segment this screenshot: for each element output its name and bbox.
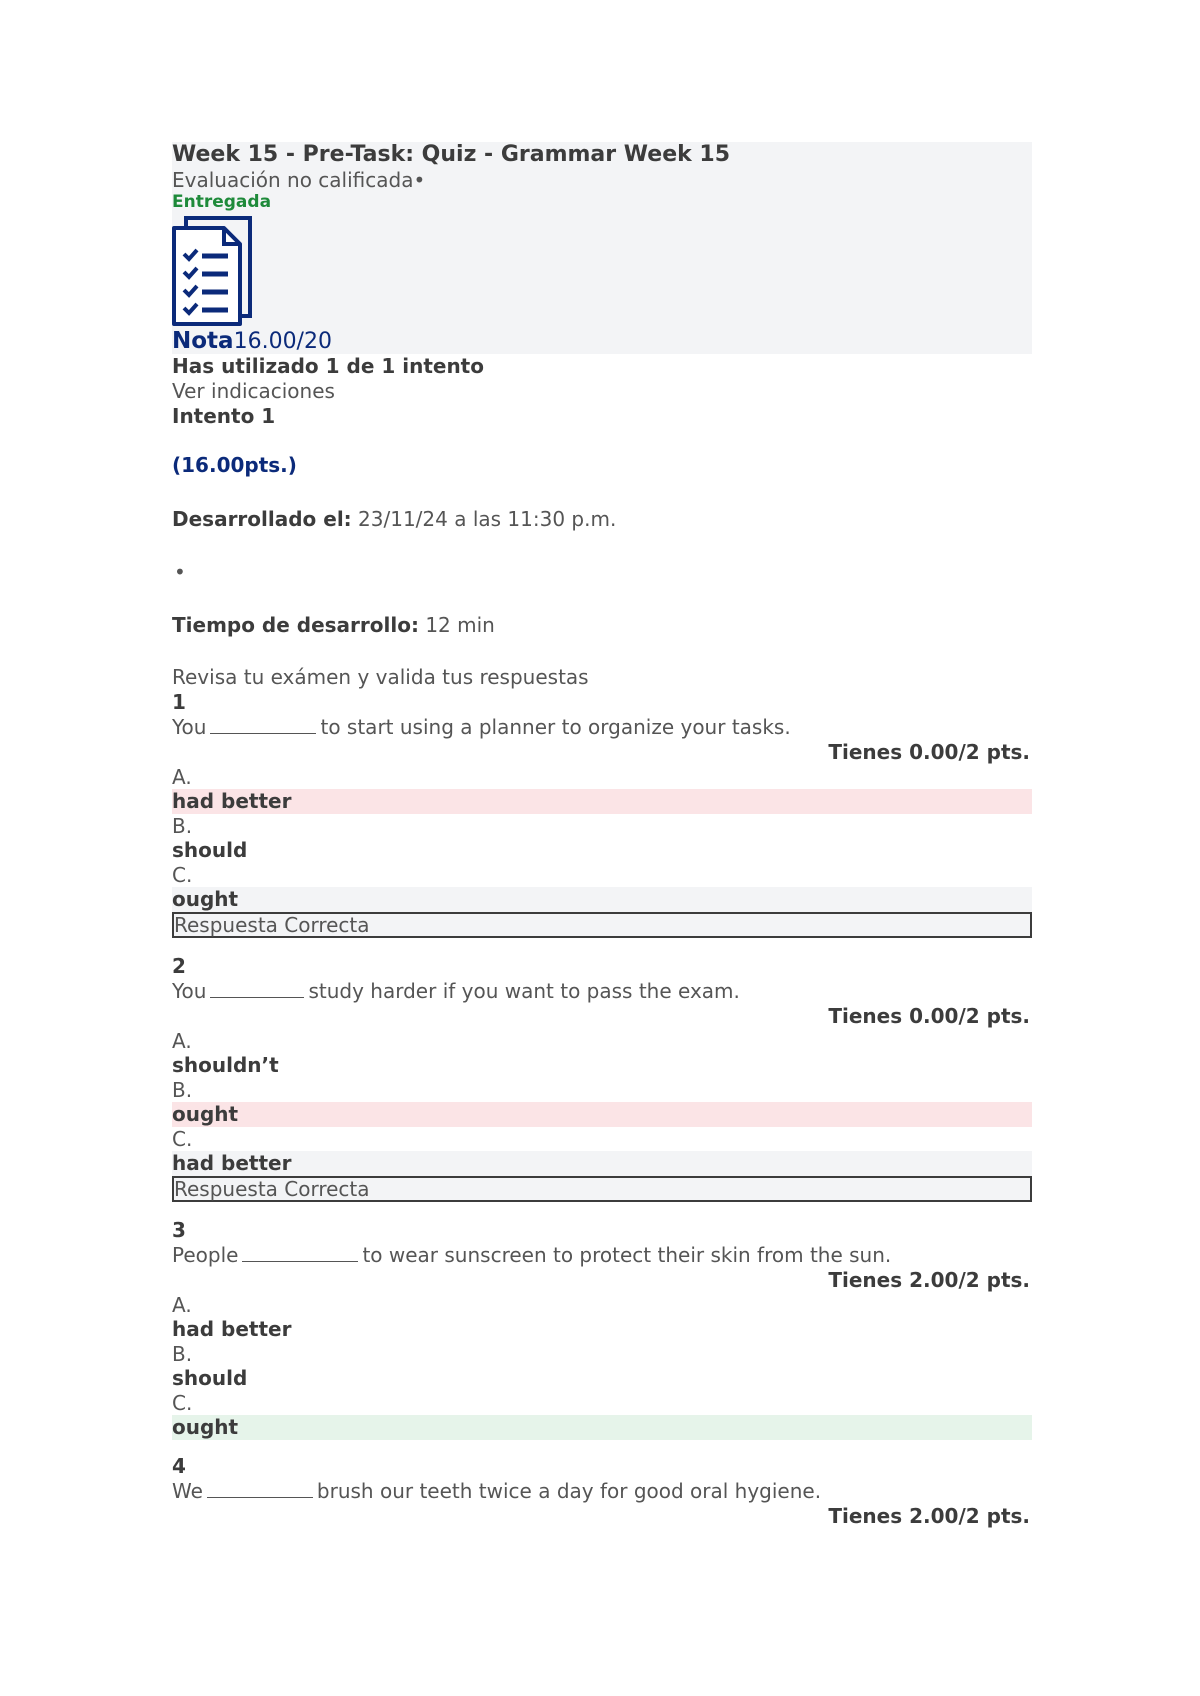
grade-value: 16.00/20 <box>233 329 332 354</box>
option-letter: A. <box>172 1293 192 1317</box>
question-score: Tienes 0.00/2 pts. <box>828 1004 1030 1028</box>
quiz-type: Evaluación no calificada• <box>172 168 426 192</box>
option-letter: A. <box>172 765 192 789</box>
quiz-result-page <box>172 142 1032 1529</box>
correct-answer-label: Respuesta Correcta <box>172 912 1032 938</box>
option-letter: C. <box>172 863 193 887</box>
question <box>172 1218 1032 1440</box>
question-text: We brush our teeth twice a day for good oral hygiene. <box>172 1479 822 1503</box>
question-score: Tienes 2.00/2 pts. <box>828 1268 1030 1292</box>
option-text: should <box>172 838 248 862</box>
option-letter: B. <box>172 1078 193 1102</box>
review-instructions: Revisa tu exámen y valida tus respuestas <box>172 665 589 689</box>
option-text: should <box>172 1366 248 1390</box>
option-letter: C. <box>172 1127 193 1151</box>
attempts-used: Has utilizado 1 de 1 intento <box>172 354 484 378</box>
question-text: You to start using a planner to organize your tasks. <box>172 715 791 739</box>
option-selected-wrong: ought <box>172 1102 1032 1127</box>
question <box>172 690 1032 938</box>
question-number: 1 <box>172 690 186 714</box>
quiz-title: Week 15 - Pre-Task: Quiz - Grammar Week 15 <box>172 142 731 167</box>
view-instructions-link[interactable]: Ver indicaciones <box>172 379 335 403</box>
developed-date: Desarrollado el: 23/11/24 a las 11:30 p.m. <box>172 507 617 531</box>
option-letter: B. <box>172 1342 193 1366</box>
correct-answer-label: Respuesta Correcta <box>172 1176 1032 1202</box>
option-text: had better <box>172 1317 292 1341</box>
question-score: Tienes 2.00/2 pts. <box>828 1504 1030 1528</box>
option-selected-correct: ought <box>172 1415 1032 1440</box>
option-selected-wrong: had better <box>172 789 1032 814</box>
option-letter: B. <box>172 814 193 838</box>
attempt-points: (16.00pts.) <box>172 453 297 477</box>
checklist-document-icon <box>172 212 262 328</box>
option-correct-answer: had better <box>172 1151 1032 1176</box>
option-text: shouldn’t <box>172 1053 279 1077</box>
question-number: 4 <box>172 1454 186 1478</box>
grade-label: Nota <box>172 328 234 354</box>
question <box>172 954 1032 1202</box>
status-badge: Entregada <box>172 192 272 212</box>
attempt-label: Intento 1 <box>172 404 276 428</box>
question-text: You study harder if you want to pass the exam. <box>172 979 740 1003</box>
option-correct-answer: ought <box>172 887 1032 912</box>
question <box>172 1454 1032 1529</box>
separator-bullet: • <box>174 560 186 584</box>
quiz-header <box>172 142 1032 354</box>
development-time: Tiempo de desarrollo: 12 min <box>172 613 495 637</box>
question-text: People to wear sunscreen to protect their skin from the sun. <box>172 1243 892 1267</box>
option-letter: C. <box>172 1391 193 1415</box>
question-number: 2 <box>172 954 186 978</box>
grade <box>172 328 332 355</box>
question-number: 3 <box>172 1218 186 1242</box>
option-letter: A. <box>172 1029 192 1053</box>
question-score: Tienes 0.00/2 pts. <box>828 740 1030 764</box>
